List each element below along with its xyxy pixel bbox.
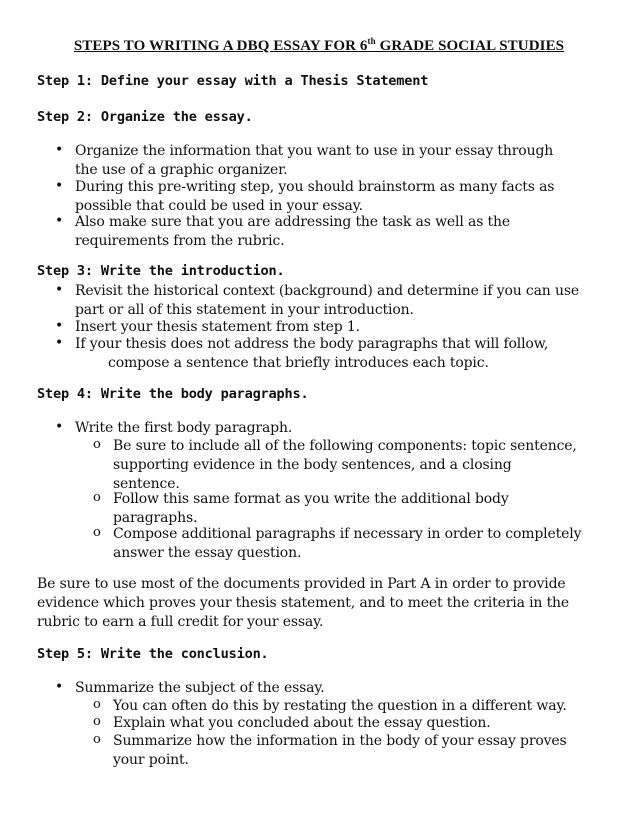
sub-bullet-circle: o [93, 697, 101, 712]
title-text-end: GRADE SOCIAL STUDIES [375, 38, 565, 54]
sub-bullet-circle: o [93, 437, 101, 452]
bullet-dot: • [55, 419, 64, 435]
list-item-line: your point. [113, 752, 189, 768]
title-superscript: th [367, 36, 376, 46]
paragraph-line: evidence which proves your thesis statement, and to meet the criteria in the [37, 595, 570, 611]
sub-bullet-circle: o [93, 525, 101, 540]
step4-heading: Step 4: Write the body paragraphs. [37, 386, 309, 402]
list-item-line: Be sure to include all of the following components: topic sentence, [113, 438, 577, 454]
page-title [0, 36, 638, 55]
bullet-dot: • [55, 282, 64, 298]
list-item-line: requirements from the rubric. [75, 233, 285, 249]
list-item-line: Revisit the historical context (background) and determine if you can use [75, 283, 579, 299]
list-item-line: Compose additional paragraphs if necessary in order to completely [113, 526, 582, 542]
list-item-line: If your thesis does not address the body paragraphs that will follow, [75, 336, 549, 352]
list-item [75, 335, 548, 373]
note-paragraph [37, 575, 612, 632]
sub-list-item [113, 490, 509, 528]
bullet-dot: • [55, 679, 64, 695]
title-text: STEPS TO WRITING A DBQ ESSAY FOR 6 [73, 38, 368, 54]
list-item-line: Summarize how the information in the body of your essay proves [113, 733, 567, 749]
list-item [75, 282, 579, 320]
paragraph-line: Be sure to use most of the documents provided in Part A in order to provide [37, 576, 566, 592]
list-item-line: answer the essay question. [113, 545, 302, 561]
list-item-line: part or all of this statement in your introduction. [75, 302, 414, 318]
list-item [75, 419, 292, 438]
bullet-dot: • [55, 335, 64, 351]
list-item-line: the use of a graphic organizer. [75, 162, 288, 178]
list-item [75, 679, 325, 698]
step1-heading: Step 1: Define your essay with a Thesis Statement [37, 73, 429, 89]
sub-bullet-circle: o [93, 714, 101, 729]
list-item-line: compose a sentence that briefly introduces each topic. [108, 355, 489, 371]
list-item-line: Also make sure that you are addressing the task as well as the [75, 214, 511, 230]
sub-bullet-circle: o [93, 732, 101, 747]
sub-bullet-circle: o [93, 490, 101, 505]
bullet-dot: • [55, 213, 64, 229]
list-item-line: paragraphs. [113, 510, 198, 526]
list-item-line: Explain what you concluded about the essay question. [113, 715, 491, 731]
list-item-line: During this pre-writing step, you should brainstorm as many facts as [75, 179, 555, 195]
list-item [75, 178, 554, 216]
list-item-line: Write the first body paragraph. [75, 420, 293, 436]
list-item-line: You can often do this by restating the question in a different way. [113, 698, 567, 714]
sub-list-item [113, 714, 491, 733]
paragraph-line: rubric to earn a full credit for your essay. [37, 614, 324, 630]
list-item-line: Insert your thesis statement from step 1. [75, 319, 360, 335]
list-item-line: Summarize the subject of the essay. [75, 680, 325, 696]
bullet-dot: • [55, 142, 64, 158]
list-item-line: possible that could be used in your essay. [75, 198, 363, 214]
list-item-line: Follow this same format as you write the additional body [113, 491, 509, 507]
bullet-dot: • [55, 318, 64, 334]
sub-list-item [113, 732, 567, 770]
list-item [75, 142, 553, 180]
sub-list-item [113, 437, 577, 494]
list-item-line: sentence. [113, 476, 180, 492]
list-item-line: supporting evidence in the body sentences, and a closing [113, 457, 512, 473]
list-item-line: Organize the information that you want to use in your essay through [75, 143, 554, 159]
step5-heading: Step 5: Write the conclusion. [37, 646, 269, 662]
sub-list-item [113, 525, 581, 563]
step3-heading: Step 3: Write the introduction. [37, 263, 285, 279]
step2-heading: Step 2: Organize the essay. [37, 109, 253, 125]
bullet-dot: • [55, 178, 64, 194]
list-item [75, 213, 510, 251]
